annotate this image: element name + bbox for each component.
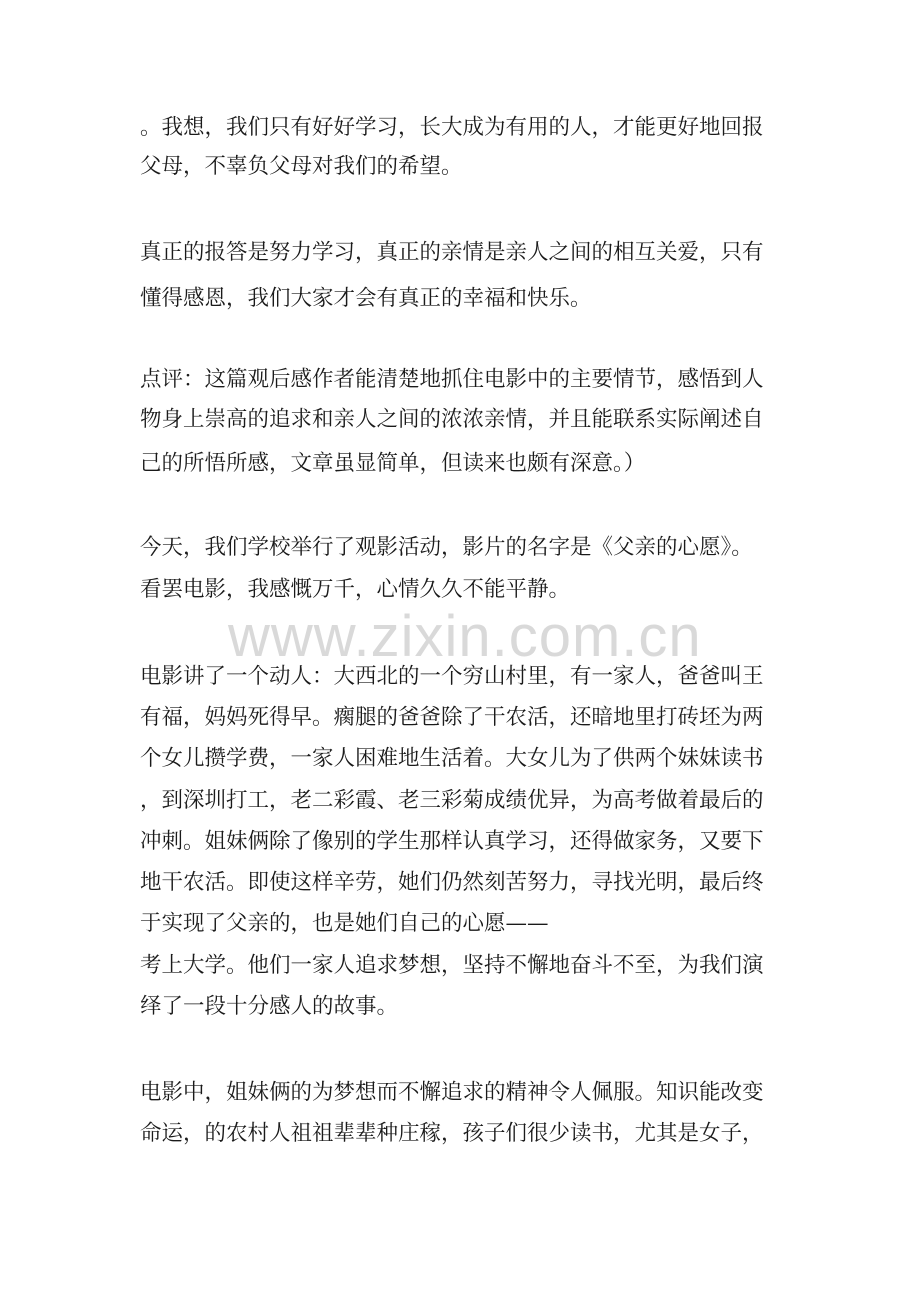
text-line: 电影中，姐妹俩的为梦想而不懈追求的精神令人佩服。知识能改变	[140, 1080, 764, 1105]
text-line: 懂得感恩，我们大家才会有真正的幸福和快乐。	[140, 286, 592, 311]
text-line: 有福，妈妈死得早。瘸腿的爸爸除了干农活，还暗地里打砖坯为两	[140, 705, 764, 730]
watermark: www.zixin.com.cn	[228, 604, 702, 669]
text-line: 。我想，我们只有好好学习，长大成为有用的人，才能更好地回报	[140, 115, 764, 140]
text-line: 物身上崇高的追求和亲人之间的浓浓亲情，并且能联系实际阐述自	[140, 407, 764, 432]
text-line: 己的所悟所感，文章虽显简单，但读来也颇有深意。）	[140, 451, 646, 476]
text-line: 冲刺。姐妹俩除了像别的学生那样认真学习，还得做家务，又要下	[140, 829, 764, 854]
text-line: 命运，的农村人祖祖辈辈种庄稼，孩子们很少读书，尤其是女子，	[140, 1121, 764, 1146]
text-line: 电影讲了一个动人：大西北的一个穷山村里，有一家人，爸爸叫王	[140, 664, 764, 689]
text-line: 个女儿攒学费，一家人困难地生活着。大女儿为了供两个妹妹读书	[140, 746, 764, 771]
text-line: 今天，我们学校举行了观影活动，影片的名字是《父亲的心愿》。	[140, 535, 753, 560]
text-line: 看罢电影，我感慨万千，心情久久不能平静。	[140, 577, 571, 602]
text-line: ，到深圳打工，老二彩霞、老三彩菊成绩优异，为高考做着最后的	[140, 788, 764, 813]
text-line: 真正的报答是努力学习，真正的亲情是亲人之间的相互关爱，只有	[140, 240, 764, 265]
text-line: 点评：这篇观后感作者能清楚地抓住电影中的主要情节，感悟到人	[140, 367, 764, 392]
text-line: 地干农活。即使这样辛劳，她们仍然刻苦努力，寻找光明，最后终	[140, 870, 764, 895]
text-line: 于实现了父亲的，也是她们自己的心愿——	[140, 911, 549, 936]
text-line: 绎了一段十分感人的故事。	[140, 994, 399, 1019]
text-line: 考上大学。他们一家人追求梦想，坚持不懈地奋斗不至，为我们演	[140, 953, 764, 978]
text-line: 父母，不辜负父母对我们的希望。	[140, 154, 463, 179]
